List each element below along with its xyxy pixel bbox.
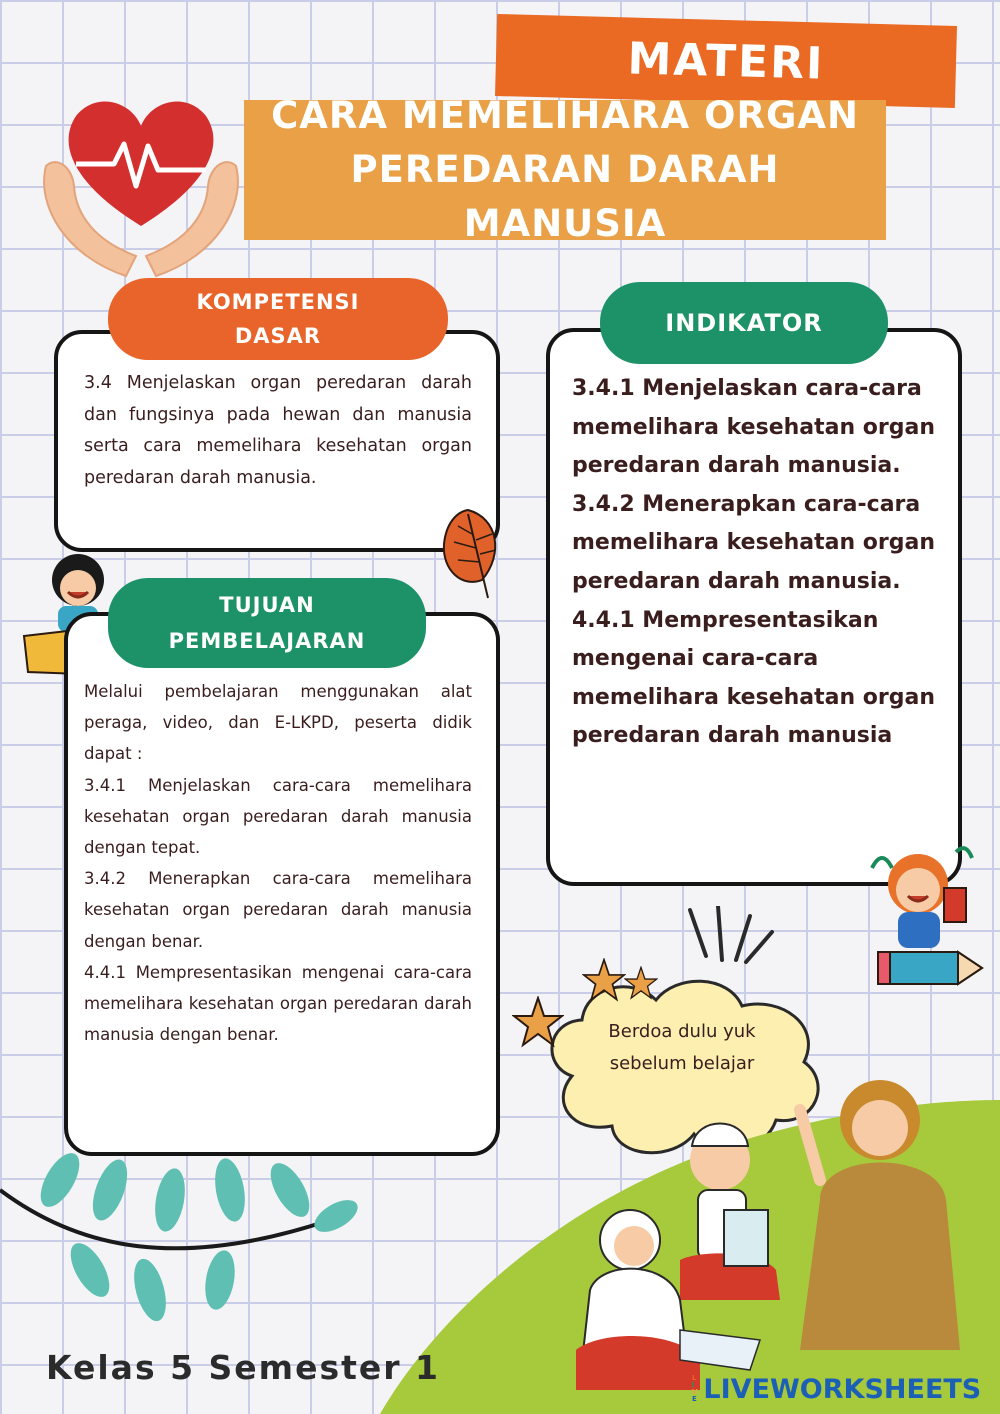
indikator-item: 3.4.2 Menerapkan cara-cara memelihara kesehatan organ peredaran darah manusia.: [572, 491, 936, 594]
star-icon: [582, 958, 626, 1002]
brand-text[interactable]: LIVEWORKSHEETS: [703, 1373, 982, 1405]
leaf-icon: [438, 504, 504, 600]
star-icon: [624, 966, 658, 1000]
kompetensi-dasar-text: 3.4 Menjelaskan organ peredaran darah dan fungsinya pada hewan dan manusia serta cara memelihara kesehatan organ peredaran darah manusia.: [84, 373, 472, 488]
indikator-item: 3.4.1 Menjelaskan cara-cara memelihara kesehatan organ peredaran darah manusia.: [572, 376, 936, 479]
speech-line-2: sebelum belajar: [609, 1053, 755, 1074]
tujuan-heading: [108, 578, 426, 668]
kompetensi-dasar-heading: [108, 278, 448, 360]
classroom-kids-illustration: [380, 1060, 1000, 1414]
tujuan-paragraph: Melalui pembelajaran menggunakan alat peraga, video, dan E-LKPD, peserta didik dapat :: [84, 682, 472, 764]
tujuan-paragraph: 3.4.1 Menjelaskan cara-cara memelihara kesehatan organ peredaran darah manusia dengan tepat.: [84, 775, 472, 858]
brand-mark-icon: L I V E: [692, 1374, 698, 1403]
title-banner: [244, 94, 886, 245]
kd-heading-line-2: DASAR: [234, 324, 322, 348]
kd-heading-line-1: KOMPETENSI: [196, 290, 360, 314]
indikator-item: 4.4.1 Mempresentasikan mengenai cara-cara memelihara kesehatan organ peredaran darah manusia: [572, 607, 936, 749]
materi-label: MATERI: [626, 32, 826, 90]
branch-leaves-icon: [0, 1150, 360, 1330]
tujuan-text: [84, 676, 472, 1050]
speech-line-1: Berdoa dulu yuk: [608, 1021, 756, 1042]
girl-on-pencil-icon: [862, 838, 986, 992]
tujuan-heading-line-2: PEMBELAJARAN: [168, 629, 366, 653]
sparkle-rays-icon: [686, 906, 776, 966]
tujuan-paragraph: 3.4.2 Menerapkan cara-cara memelihara kesehatan organ peredaran darah manusia dengan benar.: [84, 869, 472, 951]
tujuan-paragraph: 4.4.1 Mempresentasikan mengenai cara-cara memelihara kesehatan organ peredaran darah manusia dengan benar.: [84, 962, 472, 1045]
star-icon: [512, 996, 564, 1048]
class-label: Kelas 5 Semester 1: [46, 1348, 440, 1387]
tujuan-heading-line-1: TUJUAN: [219, 593, 315, 617]
indikator-heading: [600, 282, 888, 364]
heart-hands-icon: [36, 86, 246, 286]
liveworksheets-logo: [692, 1372, 981, 1406]
title-line-1: CARA MEMELIHARA ORGAN: [271, 94, 859, 137]
title-line-2: PEREDARAN DARAH MANUSIA: [350, 148, 780, 245]
indikator-text: [572, 370, 942, 756]
indikator-heading-label: INDIKATOR: [665, 309, 823, 337]
